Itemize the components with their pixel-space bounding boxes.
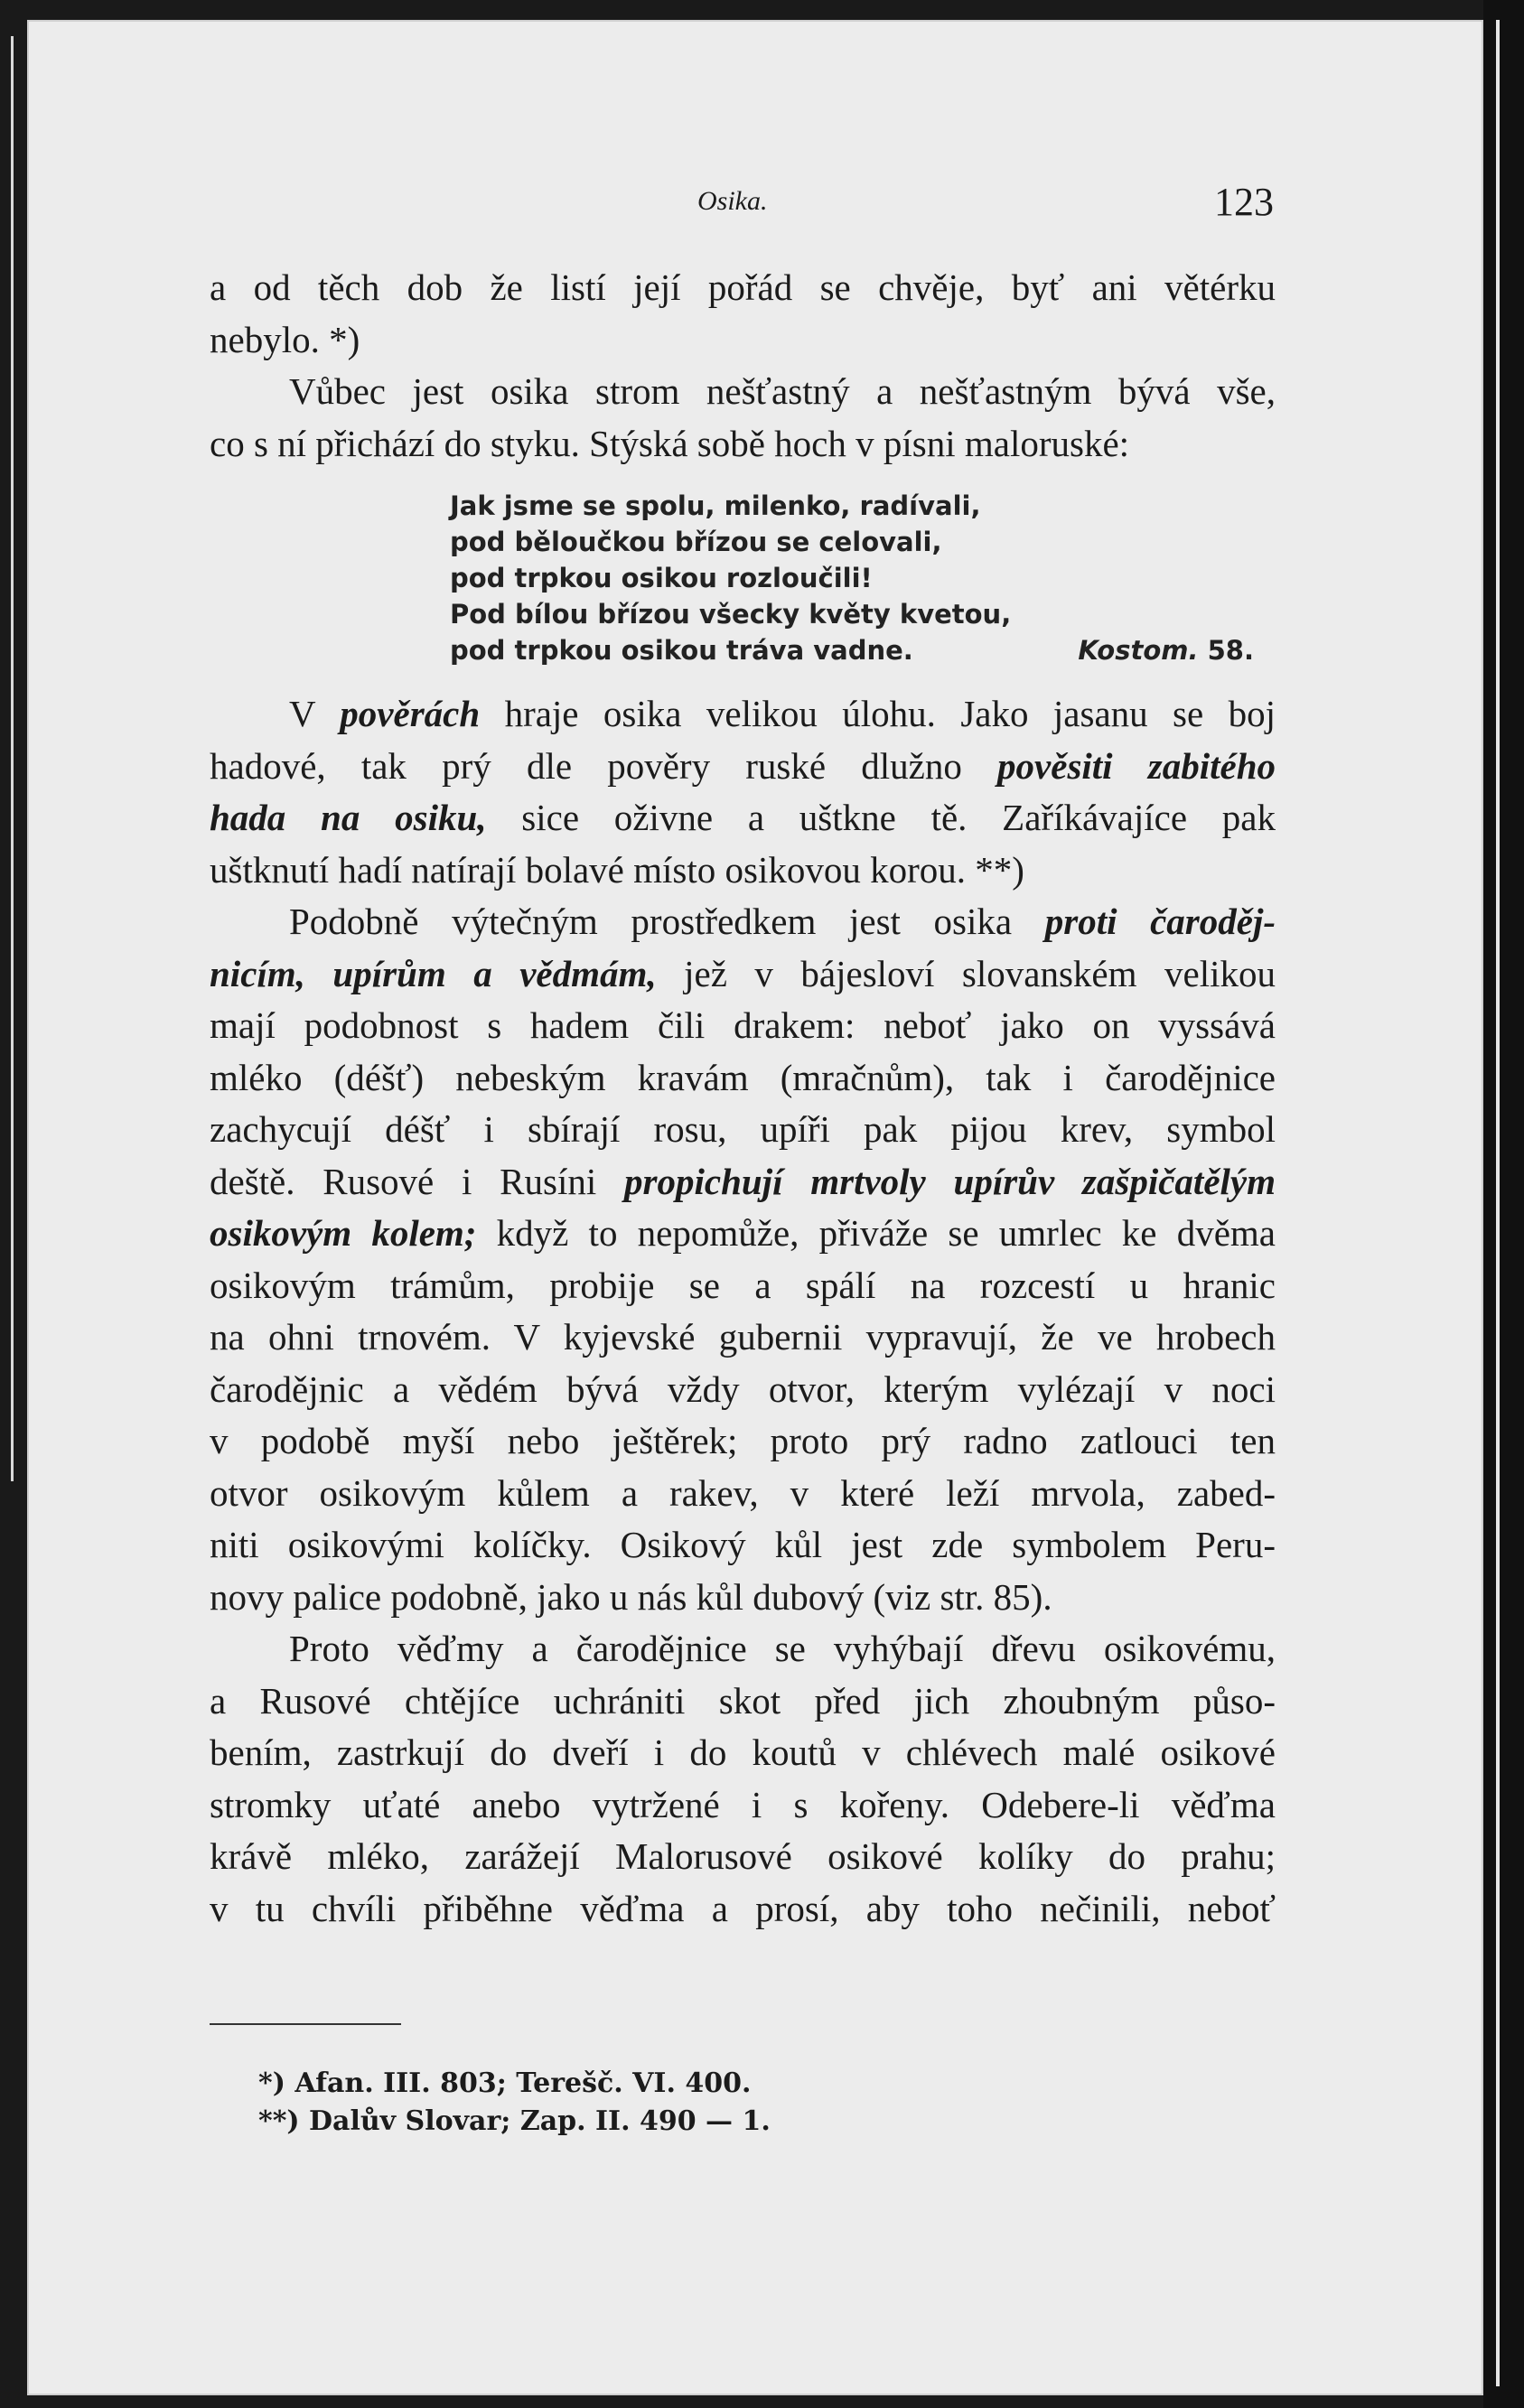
text-run: hadové, tak prý dle pověry ruské dlužno [210, 744, 998, 787]
paragraph-3 [210, 688, 1276, 896]
text-line [210, 688, 1276, 741]
text-line: v podobě myší nebo ještěrek; proto prý radno zatlouci ten [210, 1420, 1276, 1461]
text-line: osikovým trámům, probije se a spálí na rozcestí u hranic [210, 1264, 1276, 1306]
text-run: jež v bájesloví slovanském velikou [656, 952, 1276, 994]
text-line [210, 896, 1276, 948]
text-line: krávě mléko, zarážejí Malorusové osikové kolíky do prahu; [210, 1835, 1276, 1877]
right-scan-edge [1496, 20, 1500, 2386]
text-line: co s ní přichází do styku. Stýská sobě hoch v písni maloruské: [210, 422, 1130, 464]
right-scan-margin [1483, 0, 1524, 2408]
verse-line: Jak jsme se spolu, milenko, radívali, [450, 490, 981, 521]
footnote-1: *) Afan. III. 803; Terešč. VI. 400. [258, 2067, 752, 2099]
verse-quote [450, 488, 1254, 668]
running-title: Osika. [697, 186, 768, 216]
text-run: deště. Rusové i Rusíni [210, 1160, 625, 1202]
text-line: v tu chvíli přiběhne věďma a prosí, aby toho nečinili, neboť [210, 1887, 1276, 1929]
text-line [210, 1156, 1276, 1209]
text-line: Proto věďmy a čarodějnice se vyhýbají dřevu osikovému, [289, 1628, 1276, 1669]
paragraph-1 [210, 262, 1276, 366]
verse-line-last [450, 632, 1254, 668]
text-line [210, 948, 1276, 1001]
page-number: 123 [1214, 180, 1274, 224]
text-line: nebylo. *) [210, 318, 360, 360]
verse-reference-number: 58. [1207, 635, 1254, 666]
paragraph-5 [210, 1623, 1276, 1935]
emphasis: pověsiti zabitého [997, 744, 1276, 787]
text-run: Podobně výtečným prostředkem jest osika [289, 901, 1045, 942]
text-line: niti osikovými kolíčky. Osikový kůl jest zde symbolem Peru- [210, 1524, 1276, 1565]
paragraph-4 [210, 896, 1276, 1623]
text-line: a Rusové chtějíce uchrániti skot před jich zhoubným půso- [210, 1679, 1276, 1722]
footnote-rule [210, 2023, 401, 2025]
text-line: bením, zastrkují do dveří i do koutů v chlévech malé osikové [210, 1731, 1276, 1773]
footnote-2: **) Dalův Slovar; Zap. II. 490 — 1. [258, 2105, 771, 2137]
text-run: hraje osika velikou úlohu. Jako jasanu se boj [480, 693, 1276, 734]
text-line: čarodějnic a vědém bývá vždy otvor, kterým vylézají v noci [210, 1367, 1276, 1410]
emphasis: nicím, upírům a vědmám, [210, 952, 657, 994]
verse-reference [1078, 632, 1254, 668]
text-line [210, 1208, 1276, 1260]
verse-line: pod trpkou osikou rozloučili! [450, 563, 873, 593]
text-run: V [289, 693, 341, 734]
emphasis: proti čaroděj- [1044, 901, 1276, 942]
text-run: sice oživne a uštkne tě. Zaříkávajíce pak [486, 797, 1276, 838]
footnotes [258, 2065, 771, 2141]
text-line: Vůbec jest osika strom nešťastný a nešťastným bývá vše, [289, 370, 1276, 412]
text-line: a od těch dob že listí její pořád se chvěje, byť ani větérku [210, 266, 1276, 308]
verse-line: pod běloučkou břízou se celovali, [450, 527, 942, 557]
emphasis: osikovým kolem; [210, 1212, 477, 1254]
emphasis: pověrách [340, 693, 481, 734]
verse-line: Pod bílou břízou všecky květy kvetou, [450, 599, 1012, 630]
text-line: otvor osikovým kůlem a rakev, v které leží mrvola, zabed- [210, 1471, 1276, 1514]
left-scan-margin [0, 0, 27, 2408]
text-line: novy palice podobně, jako u nás kůl dubový (viz str. 85). [210, 1575, 1052, 1618]
emphasis: propichují mrtvoly upírův zašpičatělým [624, 1160, 1276, 1202]
left-scan-edge [11, 36, 14, 1481]
verse-line-text: pod trpkou osikou tráva vadne. [450, 635, 913, 666]
text-line: mají podobnost s hadem čili drakem: neboť jako on vyssává [210, 1004, 1276, 1046]
paragraph-2 [210, 366, 1276, 470]
text-line [210, 792, 1276, 845]
emphasis: hada na osiku, [210, 797, 487, 838]
text-line: uštknutí hadí natírají bolavé místo osikovou korou. **) [210, 848, 1024, 891]
text-line [210, 741, 1276, 793]
text-line: na ohni trnovém. V kyjevské gubernii vypravují, že ve hrobech [210, 1316, 1276, 1358]
text-line: stromky uťaté anebo vytržené i s kořeny. Odebere-li věďma [210, 1783, 1276, 1825]
verse-reference-author: Kostom. [1078, 635, 1199, 666]
main-text [210, 262, 1276, 1935]
text-line: zachycují déšť i sbírají rosu, upíři pak pijou krev, symbol [210, 1108, 1276, 1150]
text-line: mléko (déšť) nebeským kravám (mračnům), tak i čarodějnice [210, 1056, 1276, 1098]
text-run: když to nepomůže, přiváže se umrlec ke dvěma [476, 1212, 1276, 1254]
page-header [0, 179, 1524, 233]
